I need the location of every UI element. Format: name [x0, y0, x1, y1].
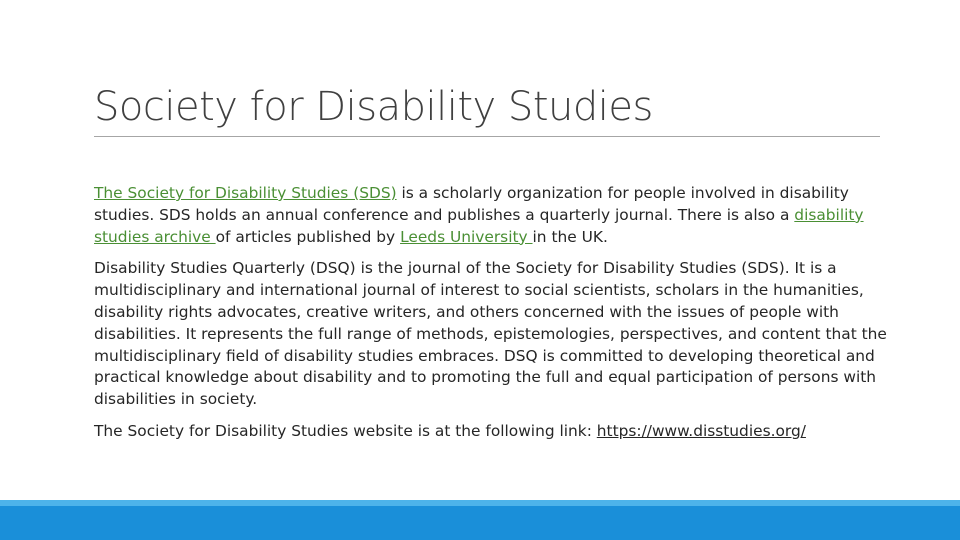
disability-archive-link[interactable]: disability studies archive — [94, 205, 864, 246]
paragraph-dsq: Disability Studies Quarterly (DSQ) is the journal of the Society for Disability Studies (SDS). It is a multidisciplinary and international journal of interest to social scientists, scholars in the humanities, disability rights advocates, creative writers, and others concerned with the issues of people with disabilities. It represents the full range of methods, epistemologies, perspectives, and content that the multidisciplinary field of disability studies embraces. DSQ is committed to developing theoretical and practical knowledge about disability and to promoting the full and equal participation of persons with disabilities in society. — [94, 259, 887, 409]
paragraph-website — [94, 421, 894, 443]
slide-title: Society for Disability Studies — [94, 84, 653, 130]
archive-text: of articles published by — [215, 227, 401, 246]
website-text: The Society for Disability Studies website is at the following link: — [94, 421, 597, 440]
sds-link[interactable]: The Society for Disability Studies (SDS) — [94, 184, 397, 202]
sds-intro-text: is a scholarly organization for people involved in disability studies. SDS holds an annual conference and publishes a quarterly journal. There is also a — [94, 184, 849, 224]
disstudies-website-link[interactable]: https://www.disstudies.org/ — [596, 421, 806, 440]
paragraph-sds-intro — [94, 183, 894, 248]
uk-text: in the UK. — [532, 227, 608, 246]
leeds-university-link[interactable]: Leeds University — [400, 227, 533, 246]
slide-body — [94, 183, 894, 453]
footer-accent-stripe — [0, 500, 960, 506]
footer-bar — [0, 500, 960, 540]
title-divider — [94, 136, 880, 137]
